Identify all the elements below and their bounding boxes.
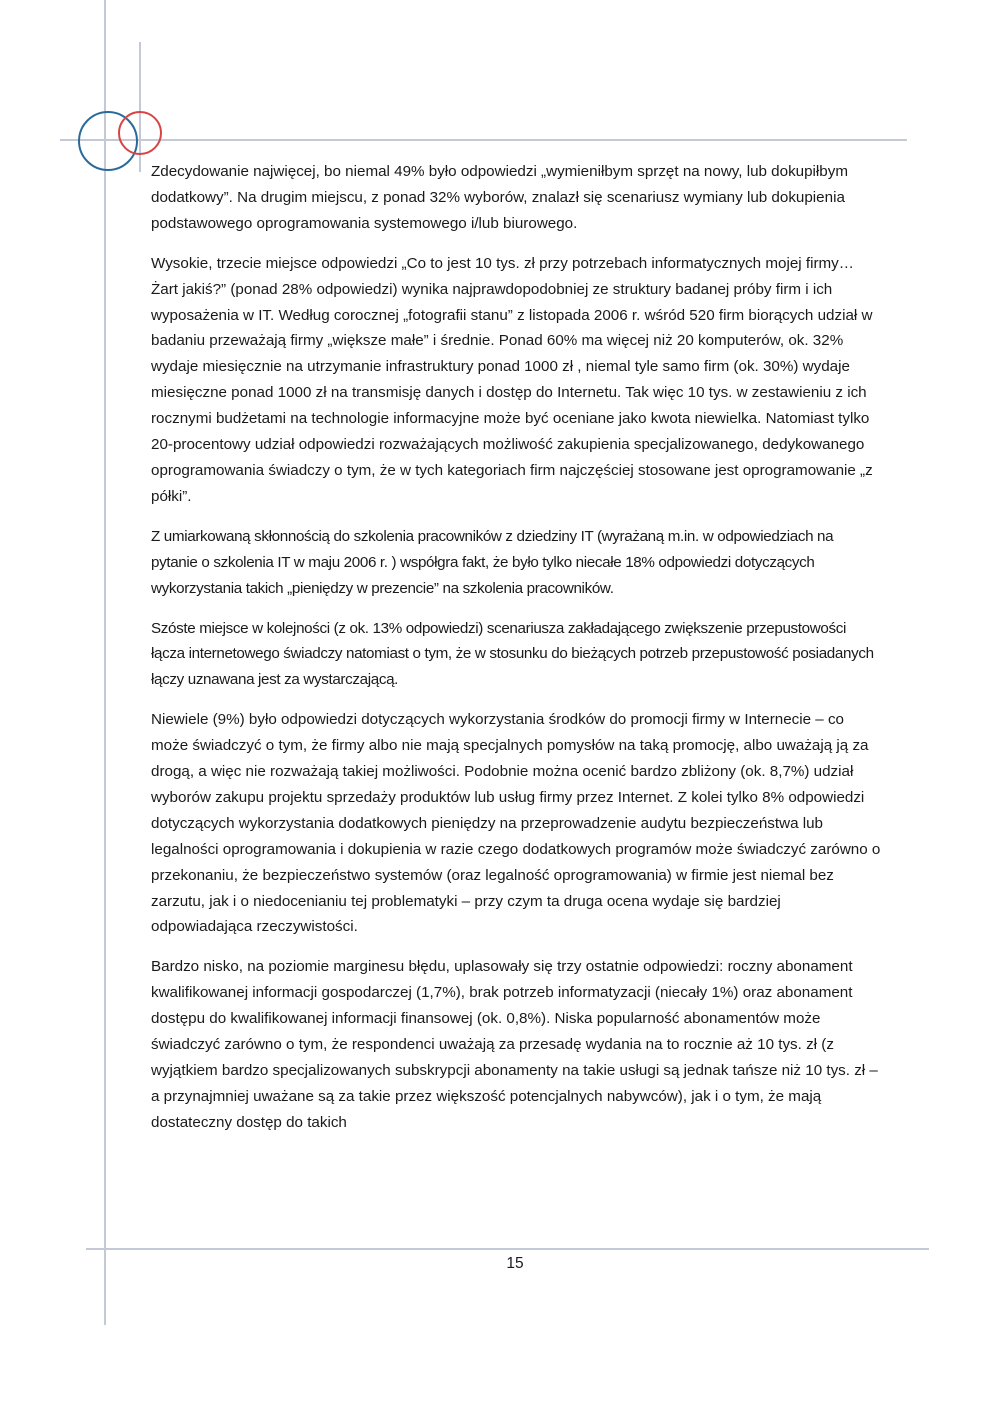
paragraph: Niewiele (9%) było odpowiedzi dotyczących wykorzystania środków do promocji firmy w Internecie – co może świadczyć o tym, że firmy albo nie mają specjalnych pomysłów na taką promocję, albo uważają ją za drogą, a więc nie rozważają takiej możliwości. Podobnie można ocenić bardzo zbliżony (ok. 8,7%) udział wyborów zakupu projektu sprzedaży produktów lub usług firmy przez Internet. Z kolei tylko 8% odpowiedzi dotyczących wykorzystania dodatkowych pieniędzy na przeprowadzenie audytu bezpieczeństwa lub legalności oprogramowania i dokupienia w razie czego dodatkowych programów może świadczyć zarówno o przekonaniu, że bezpieczeństwo systemów (oraz legalność oprogramowania) w firmie jest niemal bez zarzutu, jak i o niedocenianiu tej problematyki – przy czym ta druga ocena wydaje się bardziej odpowiadająca rzeczywistości. <box>151 711 881 936</box>
margin-rule-vertical-inner <box>139 42 141 172</box>
paragraph: Szóste miejsce w kolejności (z ok. 13% odpowiedzi) scenariusza zakładającego zwiększenie przepustowości łącza internetowego świadczy natomiast o tym, że w stosunku do bieżących potrzeb przepustowość posiadanych łączy uznawana jest za wystarczającą. <box>151 619 874 689</box>
footer-rule <box>86 1248 929 1250</box>
paragraph: Z umiarkowaną skłonnością do szkolenia pracowników z dziedziny IT (wyrażaną m.in. w odpowiedziach na pytanie o szkolenia IT w maju 2006 r. ) współgra fakt, że było tylko niecałe 18% odpowiedzi dotyczących wykorzystania takich „pieniędzy w prezencie” na szkolenia pracowników. <box>151 527 834 597</box>
page-number: 15 <box>506 1255 524 1272</box>
logo-circle-red <box>118 111 162 155</box>
paragraph: Wysokie, trzecie miejsce odpowiedzi „Co to jest 10 tys. zł przy potrzebach informatycznych mojej firmy… Żart jakiś?” (ponad 28% odpowiedzi) wynika najprawdopodobniej ze struktury badanej próby firm i ich wyposażenia w IT. Według corocznej „fotografii stanu” z listopada 2006 r. wśród 520 firm biorących udział w badaniu przeważają firmy „większe małe” i średnie. Ponad 60% ma więcej niż 20 komputerów, ok. 32% wydaje miesięcznie na utrzymanie infrastruktury ponad 1000 zł , niemal tyle samo firm (ok. 30%) wydaje miesięczne ponad 1000 zł na transmisję danych i dostęp do Internetu. Tak więc 10 tys. w zestawieniu z ich rocznymi budżetami na technologie informacyjne może być oceniane jako kwota niewielka. Natomiast tylko 20-procentowy udział odpowiedzi rozważających możliwość zakupienia specjalizowanego, dedykowanego oprogramowania świadczy o tym, że w tych kategoriach firm najczęściej stosowane jest oprogramowanie „z półki”. <box>151 254 873 505</box>
logo-circle-blue <box>78 111 138 171</box>
document-body <box>151 159 881 1150</box>
header-rule <box>60 139 907 141</box>
paragraph: Bardzo nisko, na poziomie marginesu błędu, uplasowały się trzy ostatnie odpowiedzi: roczny abonament kwalifikowanej informacji gospodarczej (1,7%), brak potrzeb informatyzacji (niecały 1%) oraz abonament dostępu do kwalifikowanej informacji finansowej (ok. 0,8%). Niska popularność abonamentów może świadczyć zarówno o tym, że respondenci uważają za przesadę wydania na to rocznie aż 10 tys. zł (z wyjątkiem bardzo specjalizowanych subskrypcji abonamenty na takie usługi są jednak tańsze niż 10 tys. zł – a przynajmniej uważane są za takie przez większość potencjalnych nabywców), jak i o tym, że mają dostateczny dostęp do takich <box>151 958 878 1131</box>
margin-rule-vertical-outer <box>104 0 106 1325</box>
paragraph: Zdecydowanie najwięcej, bo niemal 49% było odpowiedzi „wymieniłbym sprzęt na nowy, lub dokupiłbym dodatkowy”. Na drugim miejscu, z ponad 32% wyborów, znalazł się scenariusz wymiany lub dokupienia podstawowego oprogramowania systemowego i/lub biurowego. <box>151 163 848 232</box>
